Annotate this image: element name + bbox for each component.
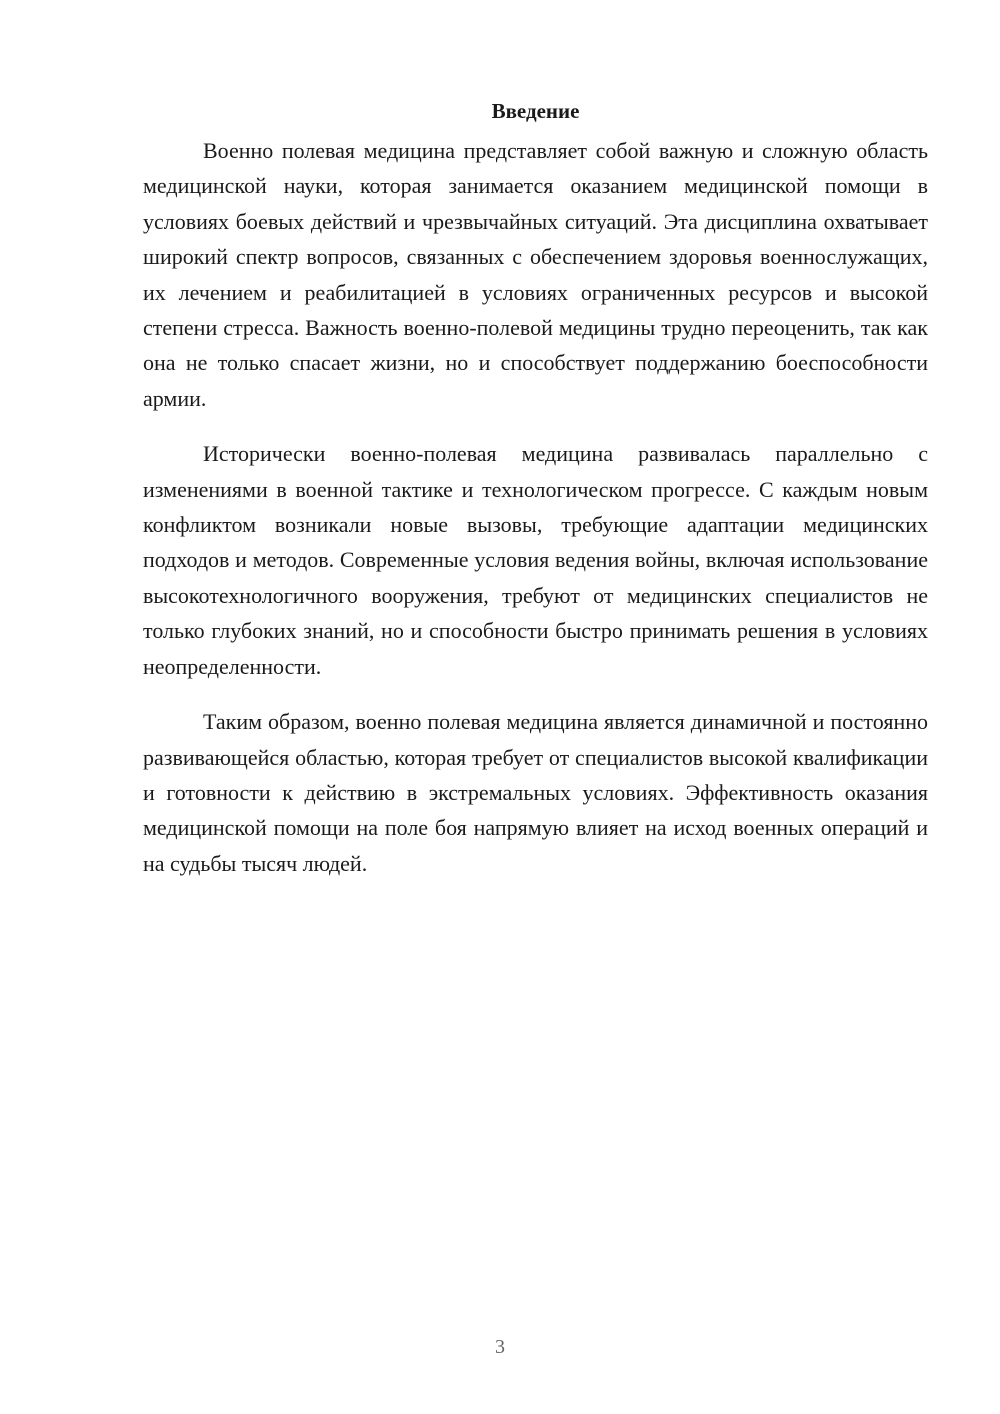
paragraph-1: Военно полевая медицина представляет собой важную и сложную область медицинской науки, которая занимается оказанием медицинской помощи в условиях боевых действий и чрезвычайных ситуаций. Эта дисциплина охватывает широкий спектр вопросов, связанных с обеспечением здоровья военнослужащих, их лечением и реабилитацией в условиях ограниченных ресурсов и высокой степени стресса. Важность военно-полевой медицины трудно переоценить, так как она не только спасает жизни, но и способствует поддержанию боеспособности армии. — [143, 138, 928, 411]
paragraph-2: Исторически военно-полевая медицина развивалась параллельно с изменениями в военной тактике и технологическом прогрессе. С каждым новым конфликтом возникали новые вызовы, требующие адаптации медицинских подходов и методов. Современные условия ведения войны, включая использование высокотехнологичного вооружения, требуют от медицинских специалистов не только глубоких знаний, но и способности быстро принимать решения в условиях неопределенности. — [143, 441, 928, 679]
paragraph-3: Таким образом, военно полевая медицина является динамичной и постоянно развивающейся областью, которая требует от специалистов высокой квалификации и готовности к действию в экстремальных условиях. Эффективность оказания медицинской помощи на поле боя напрямую влияет на исход военных операций и на судьбы тысяч людей. — [143, 709, 928, 876]
page-content — [143, 96, 928, 901]
section-title: Введение — [491, 99, 580, 123]
page-number: 3 — [495, 1336, 505, 1358]
